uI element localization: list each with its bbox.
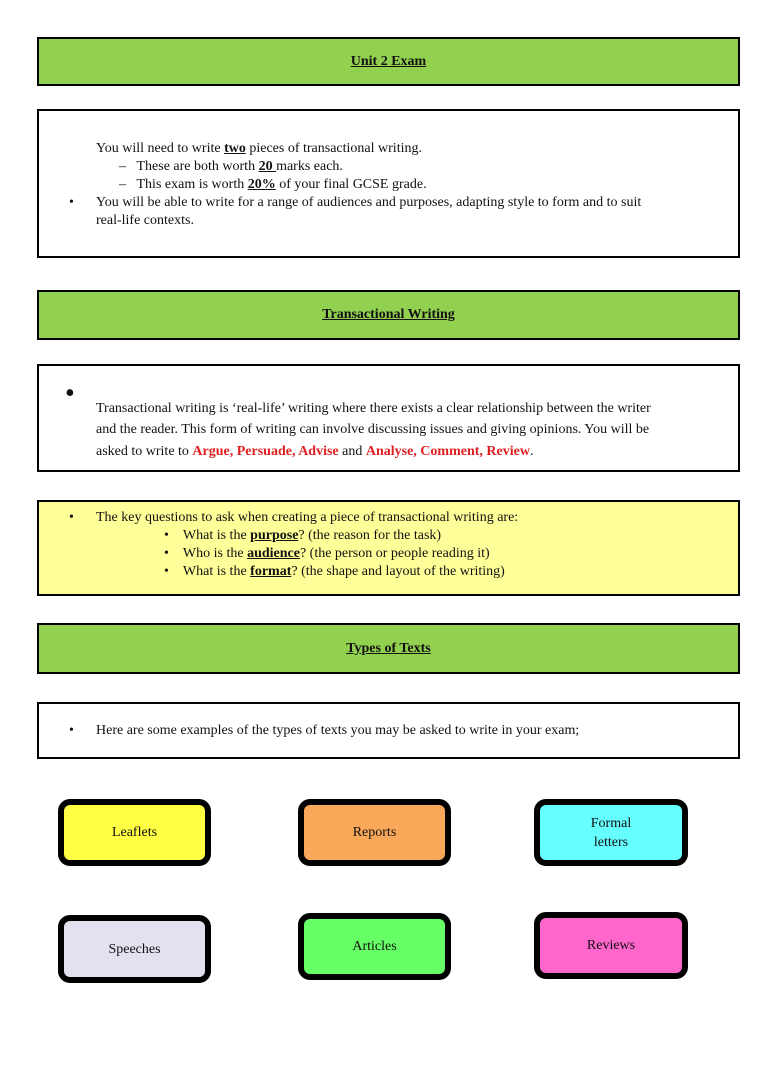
pill-leaflets: Leaflets xyxy=(58,799,211,866)
exam-bullet: • xyxy=(69,195,74,210)
question-audience: • Who is the audience? (the person or people reading it) xyxy=(164,546,490,561)
purposes-group-2: Analyse, Comment, Review xyxy=(365,444,530,459)
unit-title: Unit 2 Exam xyxy=(350,53,427,69)
exam-line-audiences: You will be able to write for a range of audiences and purposes, adapting style to form and to suit xyxy=(96,195,642,210)
types-title: Types of Texts xyxy=(346,640,431,656)
transactional-header xyxy=(37,290,740,340)
questions-bullet: • xyxy=(69,510,74,525)
key-questions-box xyxy=(37,500,740,596)
transactional-bullet: • xyxy=(65,378,75,409)
unit-header xyxy=(37,37,740,86)
transactional-line-3: asked to write to Argue, Persuade, Advise and Analyse, Comment, Review. xyxy=(96,444,534,459)
question-purpose: • What is the purpose? (the reason for the task) xyxy=(164,528,442,543)
types-header xyxy=(37,623,740,674)
pill-articles: Articles xyxy=(298,913,451,980)
exam-line-pieces: You will need to write two pieces of transactional writing. xyxy=(96,141,422,156)
types-intro-text: Here are some examples of the types of texts you may be asked to write in your exam; xyxy=(96,723,580,738)
exam-info-box xyxy=(37,109,740,258)
pill-formal-letters: Formal letters xyxy=(534,799,688,866)
exam-line-contexts: real-life contexts. xyxy=(96,213,194,228)
question-format: • What is the format? (the shape and layout of the writing) xyxy=(164,564,505,579)
types-bullet: • xyxy=(69,723,74,738)
purposes-group-1: Argue, Persuade, Advise xyxy=(192,444,339,459)
questions-intro: The key questions to ask when creating a piece of transactional writing are: xyxy=(96,510,519,525)
types-intro-box xyxy=(37,702,740,759)
transactional-line-2: and the reader. This form of writing can involve discussing issues and giving opinions. You will be xyxy=(96,422,650,437)
pill-reviews: Reviews xyxy=(534,912,688,979)
exam-sub-grade: – This exam is worth 20% of your final GCSE grade. xyxy=(119,177,427,192)
pill-speeches: Speeches xyxy=(58,915,211,983)
transactional-box xyxy=(37,364,740,472)
transactional-line-1: Transactional writing is ‘real-life’ writing where there exists a clear relationship between the writer xyxy=(96,401,651,416)
exam-sub-marks: – These are both worth 20 marks each. xyxy=(119,159,343,174)
pill-reports: Reports xyxy=(298,799,451,866)
transactional-title: Transactional Writing xyxy=(322,307,455,322)
